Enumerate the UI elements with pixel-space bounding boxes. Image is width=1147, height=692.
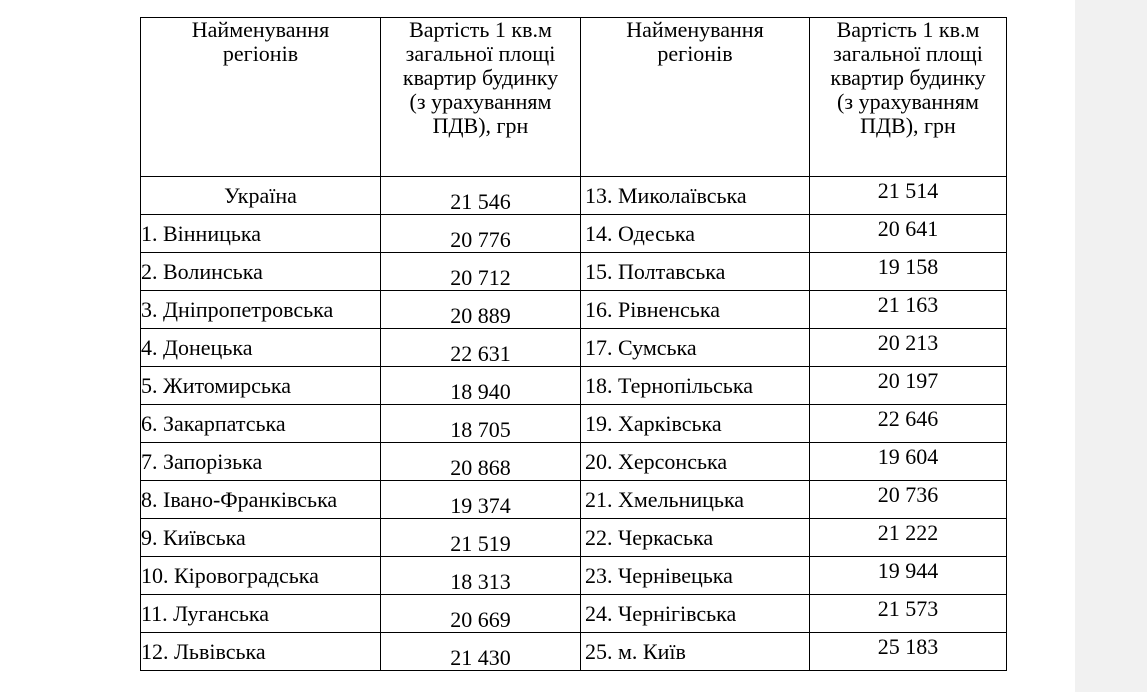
- region-cell: 23. Чернівецька: [581, 557, 810, 595]
- cost-cell: 20 736: [810, 481, 1007, 519]
- table-row: [141, 519, 1007, 557]
- header-region-left: Найменування регіонів: [141, 18, 381, 177]
- region-cell: 22. Черкаська: [581, 519, 810, 557]
- cost-cell: 18 313: [381, 557, 581, 595]
- cost-cell: 20 213: [810, 329, 1007, 367]
- region-cell: 24. Чернігівська: [581, 595, 810, 633]
- cost-cell: 18 940: [381, 367, 581, 405]
- region-cell: 7. Запорізька: [141, 443, 381, 481]
- table-row: [141, 595, 1007, 633]
- cost-cell: 18 705: [381, 405, 581, 443]
- cost-cell: 19 158: [810, 253, 1007, 291]
- header-region-right: Найменування регіонів: [581, 18, 810, 177]
- region-cell: 13. Миколаївська: [581, 177, 810, 215]
- region-cell: 6. Закарпатська: [141, 405, 381, 443]
- cost-cell: 21 514: [810, 177, 1007, 215]
- region-cell: 2. Волинська: [141, 253, 381, 291]
- table-row: [141, 633, 1007, 671]
- cost-cell: 21 519: [381, 519, 581, 557]
- cost-cell: 20 868: [381, 443, 581, 481]
- table-row: [141, 405, 1007, 443]
- housing-cost-table: [140, 17, 1007, 671]
- cost-cell: 20 669: [381, 595, 581, 633]
- cost-cell: 20 641: [810, 215, 1007, 253]
- region-cell: 21. Хмельницька: [581, 481, 810, 519]
- cost-cell: 21 163: [810, 291, 1007, 329]
- cost-cell: 20 889: [381, 291, 581, 329]
- table-row: [141, 367, 1007, 405]
- region-cell: 11. Луганська: [141, 595, 381, 633]
- header-cost-right: Вартість 1 кв.м загальної площі квартир будинку (з урахуванням ПДВ), грн: [810, 18, 1007, 177]
- table-row: [141, 215, 1007, 253]
- region-cell: 25. м. Київ: [581, 633, 810, 671]
- table-row: [141, 177, 1007, 215]
- table-row: [141, 329, 1007, 367]
- region-cell: 5. Житомирська: [141, 367, 381, 405]
- cost-cell: 19 374: [381, 481, 581, 519]
- cost-cell: 25 183: [810, 633, 1007, 671]
- table-row: [141, 291, 1007, 329]
- cost-cell: 21 546: [381, 177, 581, 215]
- region-cell: 3. Дніпропетровська: [141, 291, 381, 329]
- region-cell: 19. Харківська: [581, 405, 810, 443]
- cost-cell: 20 197: [810, 367, 1007, 405]
- cost-cell: 20 712: [381, 253, 581, 291]
- page-margin-strip: [1075, 0, 1147, 692]
- table-row: [141, 443, 1007, 481]
- cost-cell: 21 573: [810, 595, 1007, 633]
- cost-cell: 19 944: [810, 557, 1007, 595]
- cost-cell: 21 430: [381, 633, 581, 671]
- region-cell: 10. Кіровоградська: [141, 557, 381, 595]
- table-row: [141, 253, 1007, 291]
- region-cell: 20. Херсонська: [581, 443, 810, 481]
- header-cost-left: Вартість 1 кв.м загальної площі квартир будинку (з урахуванням ПДВ), грн: [381, 18, 581, 177]
- table-row: [141, 557, 1007, 595]
- region-cell: 1. Вінницька: [141, 215, 381, 253]
- region-cell: Україна: [141, 177, 381, 215]
- cost-cell: 19 604: [810, 443, 1007, 481]
- region-cell: 12. Львівська: [141, 633, 381, 671]
- region-cell: 8. Івано-Франківська: [141, 481, 381, 519]
- cost-cell: 22 631: [381, 329, 581, 367]
- region-cell: 15. Полтавська: [581, 253, 810, 291]
- cost-cell: 21 222: [810, 519, 1007, 557]
- table-header-row: [141, 18, 1007, 177]
- cost-cell: 22 646: [810, 405, 1007, 443]
- region-cell: 16. Рівненська: [581, 291, 810, 329]
- region-cell: 17. Сумська: [581, 329, 810, 367]
- cost-cell: 20 776: [381, 215, 581, 253]
- table-row: [141, 481, 1007, 519]
- region-cell: 14. Одеська: [581, 215, 810, 253]
- region-cell: 9. Київська: [141, 519, 381, 557]
- region-cell: 18. Тернопільська: [581, 367, 810, 405]
- region-cell: 4. Донецька: [141, 329, 381, 367]
